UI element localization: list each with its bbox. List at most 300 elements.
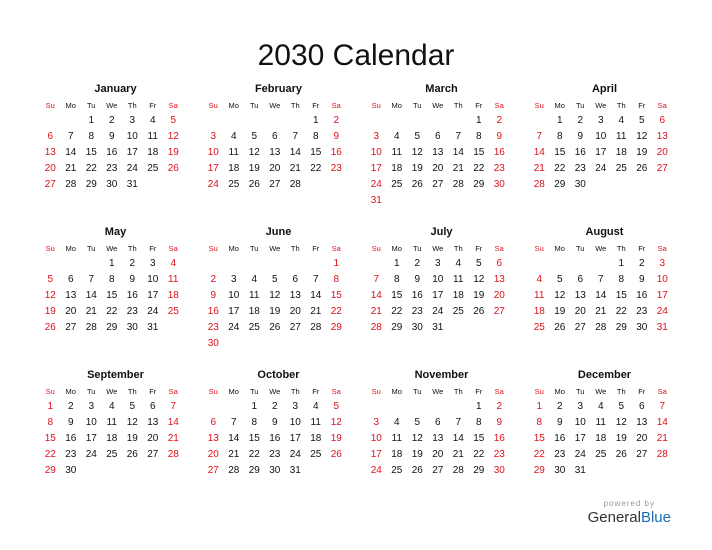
weekday-header: We [106, 387, 118, 396]
day-cell: 27 [44, 179, 56, 190]
empty-cell [529, 256, 550, 272]
day-cell: 28 [452, 179, 464, 190]
day-cell: 3 [292, 401, 299, 412]
day-cell: 16 [554, 433, 566, 444]
day-cell: 11 [534, 290, 545, 301]
day-cell: 16 [126, 290, 138, 301]
day-cell: 14 [452, 147, 464, 158]
day-cell: 24 [289, 449, 301, 460]
day-cell: 22 [554, 163, 566, 174]
day-cell: 9 [414, 274, 421, 285]
month-name: April [591, 83, 618, 95]
day-cell: 24 [574, 449, 586, 460]
day-cell: 10 [228, 290, 240, 301]
day-cell: 22 [473, 449, 485, 460]
day-cell: 5 [618, 401, 625, 412]
day-cell: 7 [230, 417, 237, 428]
day-cell: 7 [536, 131, 543, 142]
day-cell: 28 [310, 322, 322, 333]
day-cell: 13 [636, 417, 648, 428]
day-cell: 12 [473, 274, 485, 285]
day-cell: 26 [473, 306, 485, 317]
weekday-header: Sa [494, 244, 504, 253]
weekday-header: Tu [250, 101, 259, 110]
day-cell: 21 [370, 306, 382, 317]
day-cell: 15 [310, 147, 322, 158]
day-cell: 21 [85, 306, 97, 317]
weekday-header: Th [290, 101, 300, 110]
weekday-header: Su [45, 244, 55, 253]
month-name: August [585, 226, 624, 238]
weekday-header: Fr [149, 101, 157, 110]
month-january [40, 80, 183, 223]
weekday-header: Tu [413, 101, 422, 110]
day-cell: 12 [554, 290, 566, 301]
day-cell: 7 [312, 274, 319, 285]
weekday-header: Th [290, 244, 300, 253]
day-cell: 4 [618, 115, 625, 126]
day-cell: 24 [207, 179, 219, 190]
day-cell: 24 [228, 322, 240, 333]
day-cell: 12 [330, 417, 342, 428]
weekday-header: Su [45, 101, 55, 110]
day-cell: 30 [106, 179, 118, 190]
day-cell: 25 [452, 306, 464, 317]
day-cell: 18 [147, 147, 159, 158]
empty-cell [366, 399, 387, 415]
day-cell: 18 [452, 290, 464, 301]
weekday-header: Mo [65, 244, 76, 253]
day-cell: 10 [126, 131, 138, 142]
day-cell: 10 [574, 417, 586, 428]
month-may [40, 223, 183, 366]
day-cell: 4 [312, 401, 319, 412]
day-cell: 12 [126, 417, 138, 428]
day-cell: 28 [85, 322, 97, 333]
weekday-header: Sa [494, 101, 504, 110]
day-cell: 15 [615, 290, 627, 301]
day-cell: 14 [167, 417, 179, 428]
footer [588, 499, 671, 526]
day-grid [529, 242, 672, 336]
weekday-header: Su [534, 244, 544, 253]
day-cell: 24 [370, 179, 382, 190]
day-cell: 14 [310, 290, 322, 301]
day-cell: 8 [47, 417, 54, 428]
day-cell: 1 [312, 115, 319, 126]
day-cell: 30 [554, 465, 566, 476]
day-cell: 20 [289, 306, 301, 317]
day-cell: 12 [44, 290, 56, 301]
brand-logo[interactable] [588, 509, 671, 526]
weekday-header: Tu [413, 244, 422, 253]
day-cell: 2 [129, 258, 136, 269]
empty-cell [448, 113, 469, 129]
day-cell: 16 [574, 147, 586, 158]
day-cell: 28 [452, 465, 464, 476]
day-cell: 11 [249, 290, 260, 301]
day-cell: 14 [452, 433, 464, 444]
day-cell: 16 [207, 306, 219, 317]
weekday-header: Sa [657, 101, 667, 110]
day-cell: 12 [411, 147, 423, 158]
day-cell: 5 [129, 401, 136, 412]
day-cell: 19 [615, 433, 627, 444]
weekday-header: Su [208, 101, 218, 110]
day-cell: 28 [370, 322, 382, 333]
day-cell: 21 [452, 163, 464, 174]
day-cell: 5 [475, 258, 482, 269]
month-name: June [265, 226, 292, 238]
weekday-header: Mo [391, 244, 402, 253]
day-cell: 9 [271, 417, 278, 428]
day-cell: 28 [228, 465, 240, 476]
day-cell: 22 [310, 163, 322, 174]
day-cell: 18 [310, 433, 322, 444]
day-cell: 16 [636, 290, 648, 301]
day-cell: 24 [432, 306, 444, 317]
day-cell: 25 [595, 449, 607, 460]
day-cell: 8 [393, 274, 400, 285]
day-cell: 28 [289, 179, 301, 190]
day-cell: 3 [373, 417, 380, 428]
day-cell: 22 [106, 306, 118, 317]
day-cell: 14 [289, 147, 301, 158]
empty-cell [428, 113, 449, 129]
empty-cell [265, 256, 286, 272]
day-cell: 28 [65, 179, 77, 190]
day-cell: 26 [411, 465, 423, 476]
day-cell: 27 [432, 179, 444, 190]
day-cell: 2 [577, 115, 584, 126]
day-cell: 6 [577, 274, 584, 285]
day-cell: 6 [292, 274, 299, 285]
day-cell: 25 [391, 179, 403, 190]
day-cell: 25 [533, 322, 545, 333]
day-cell: 15 [533, 433, 545, 444]
day-cell: 21 [310, 306, 322, 317]
day-cell: 22 [330, 306, 342, 317]
weekday-header: Fr [638, 101, 646, 110]
day-cell: 2 [67, 401, 74, 412]
weekday-header: Su [534, 101, 544, 110]
day-cell: 23 [493, 163, 505, 174]
month-december [529, 366, 672, 509]
day-grid [203, 385, 346, 479]
day-cell: 8 [251, 417, 258, 428]
weekday-header: Mo [554, 101, 565, 110]
day-cell: 30 [207, 338, 219, 349]
day-cell: 6 [210, 417, 217, 428]
day-cell: 25 [106, 449, 118, 460]
day-cell: 5 [47, 274, 54, 285]
day-grid [40, 99, 183, 193]
day-cell: 5 [170, 115, 177, 126]
day-cell: 20 [65, 306, 77, 317]
day-cell: 8 [536, 417, 543, 428]
day-cell: 3 [88, 401, 95, 412]
day-cell: 19 [554, 306, 566, 317]
month-name: March [425, 83, 458, 95]
day-cell: 6 [638, 401, 645, 412]
day-cell: 9 [210, 290, 217, 301]
weekday-header: Fr [475, 244, 483, 253]
day-cell: 14 [533, 147, 545, 158]
day-cell: 6 [47, 131, 54, 142]
day-cell: 14 [656, 417, 668, 428]
weekday-header: Fr [149, 244, 157, 253]
empty-cell [448, 399, 469, 415]
day-cell: 31 [432, 322, 444, 333]
day-cell: 3 [129, 115, 136, 126]
weekday-header: Fr [149, 387, 157, 396]
day-cell: 23 [574, 163, 586, 174]
day-cell: 6 [434, 417, 441, 428]
day-cell: 15 [391, 290, 403, 301]
day-cell: 20 [432, 163, 444, 174]
month-july [366, 223, 509, 366]
weekday-header: Fr [475, 101, 483, 110]
day-cell: 30 [269, 465, 281, 476]
day-cell: 10 [85, 417, 97, 428]
weekday-header: Th [453, 101, 463, 110]
day-cell: 4 [108, 401, 115, 412]
empty-cell [244, 256, 265, 272]
day-cell: 30 [493, 465, 505, 476]
day-cell: 26 [44, 322, 56, 333]
day-cell: 17 [370, 449, 382, 460]
empty-cell [203, 399, 224, 415]
day-cell: 25 [248, 322, 260, 333]
day-cell: 23 [126, 306, 138, 317]
day-cell: 27 [289, 322, 301, 333]
weekday-header: Su [371, 244, 381, 253]
day-cell: 4 [455, 258, 462, 269]
day-cell: 8 [333, 274, 340, 285]
empty-cell [306, 256, 327, 272]
weekday-header: Mo [391, 101, 402, 110]
day-cell: 11 [106, 417, 117, 428]
day-cell: 1 [88, 115, 95, 126]
day-grid [40, 242, 183, 336]
day-cell: 30 [65, 465, 77, 476]
day-cell: 11 [168, 274, 179, 285]
day-cell: 29 [391, 322, 403, 333]
day-cell: 19 [636, 147, 648, 158]
day-cell: 3 [373, 131, 380, 142]
weekday-header: Mo [228, 101, 239, 110]
weekday-header: Sa [331, 244, 341, 253]
day-cell: 12 [269, 290, 281, 301]
day-cell: 13 [147, 417, 159, 428]
day-grid [203, 242, 346, 352]
day-cell: 9 [108, 131, 115, 142]
day-cell: 14 [85, 290, 97, 301]
day-grid [529, 99, 672, 193]
weekday-header: We [432, 101, 444, 110]
day-cell: 14 [370, 290, 382, 301]
day-cell: 27 [65, 322, 77, 333]
day-cell: 2 [108, 115, 115, 126]
day-cell: 7 [597, 274, 604, 285]
day-cell: 27 [147, 449, 159, 460]
day-cell: 1 [393, 258, 400, 269]
day-cell: 19 [167, 147, 179, 158]
day-cell: 11 [453, 274, 464, 285]
day-cell: 17 [432, 290, 444, 301]
day-cell: 20 [636, 433, 648, 444]
day-cell: 19 [473, 290, 485, 301]
weekday-header: We [106, 101, 118, 110]
empty-cell [40, 256, 61, 272]
weekday-header: We [269, 101, 281, 110]
day-grid [366, 385, 509, 479]
day-cell: 18 [106, 433, 118, 444]
day-cell: 11 [310, 417, 321, 428]
day-cell: 14 [65, 147, 77, 158]
weekday-header: Tu [576, 244, 585, 253]
day-cell: 25 [391, 465, 403, 476]
day-cell: 31 [289, 465, 301, 476]
day-cell: 19 [269, 306, 281, 317]
day-cell: 15 [473, 433, 485, 444]
day-cell: 19 [330, 433, 342, 444]
month-name: December [577, 369, 632, 381]
day-cell: 26 [248, 179, 260, 190]
day-cell: 25 [228, 179, 240, 190]
weekday-header: Th [127, 101, 137, 110]
empty-cell [550, 256, 571, 272]
day-cell: 22 [533, 449, 545, 460]
day-cell: 16 [65, 433, 77, 444]
day-cell: 24 [370, 465, 382, 476]
empty-cell [570, 256, 591, 272]
day-cell: 17 [574, 433, 586, 444]
day-cell: 17 [147, 290, 159, 301]
day-cell: 21 [289, 163, 301, 174]
day-cell: 13 [432, 147, 444, 158]
calendar-title: 2030 Calendar [257, 39, 455, 72]
empty-cell [203, 256, 224, 272]
day-cell: 9 [333, 131, 340, 142]
day-cell: 8 [475, 417, 482, 428]
day-cell: 24 [85, 449, 97, 460]
day-cell: 30 [636, 322, 648, 333]
month-name: September [87, 369, 144, 381]
empty-cell [387, 113, 408, 129]
day-cell: 16 [411, 290, 423, 301]
day-cell: 23 [411, 306, 423, 317]
day-cell: 9 [496, 417, 503, 428]
day-cell: 14 [595, 290, 607, 301]
day-cell: 9 [556, 417, 563, 428]
weekday-header: Mo [554, 387, 565, 396]
weekday-header: We [595, 101, 607, 110]
day-cell: 2 [210, 274, 217, 285]
day-cell: 15 [44, 433, 56, 444]
empty-cell [285, 113, 306, 129]
day-cell: 9 [496, 131, 503, 142]
day-cell: 4 [536, 274, 543, 285]
day-cell: 24 [126, 163, 138, 174]
weekday-header: Fr [475, 387, 483, 396]
day-cell: 17 [207, 163, 219, 174]
day-cell: 2 [414, 258, 421, 269]
day-cell: 8 [556, 131, 563, 142]
day-cell: 19 [44, 306, 56, 317]
day-cell: 26 [411, 179, 423, 190]
day-cell: 17 [126, 147, 138, 158]
weekday-header: Mo [228, 387, 239, 396]
day-cell: 7 [455, 131, 462, 142]
weekday-header: Sa [168, 387, 178, 396]
empty-cell [366, 256, 387, 272]
weekday-header: Tu [576, 387, 585, 396]
day-cell: 9 [577, 131, 584, 142]
day-cell: 11 [616, 131, 627, 142]
weekday-header: Fr [638, 387, 646, 396]
day-cell: 21 [533, 163, 545, 174]
month-name: May [104, 226, 127, 238]
day-cell: 26 [554, 322, 566, 333]
day-cell: 1 [618, 258, 625, 269]
day-cell: 16 [493, 433, 505, 444]
month-name: January [94, 83, 137, 95]
day-cell: 8 [618, 274, 625, 285]
day-cell: 11 [147, 131, 158, 142]
brand-blue: Blue [640, 509, 671, 526]
day-cell: 24 [656, 306, 668, 317]
day-cell: 12 [636, 131, 648, 142]
day-cell: 4 [149, 115, 156, 126]
day-cell: 15 [330, 290, 342, 301]
day-cell: 15 [473, 147, 485, 158]
weekday-header: Th [290, 387, 300, 396]
day-cell: 2 [556, 401, 563, 412]
day-cell: 6 [67, 274, 74, 285]
day-cell: 5 [333, 401, 340, 412]
day-cell: 8 [108, 274, 115, 285]
day-cell: 1 [47, 401, 54, 412]
day-cell: 29 [85, 179, 97, 190]
day-cell: 10 [595, 131, 607, 142]
day-cell: 30 [574, 179, 586, 190]
month-name: July [430, 226, 453, 238]
day-cell: 22 [248, 449, 260, 460]
day-cell: 29 [533, 465, 545, 476]
day-cell: 18 [167, 290, 179, 301]
day-cell: 31 [574, 465, 586, 476]
day-cell: 10 [207, 147, 219, 158]
day-cell: 21 [452, 449, 464, 460]
day-cell: 2 [333, 115, 340, 126]
day-cell: 8 [312, 131, 319, 142]
day-cell: 5 [414, 131, 421, 142]
empty-cell [591, 256, 612, 272]
day-cell: 18 [595, 433, 607, 444]
day-cell: 6 [659, 115, 666, 126]
day-cell: 7 [373, 274, 380, 285]
weekday-header: Sa [168, 101, 178, 110]
day-cell: 10 [289, 417, 301, 428]
weekday-header: Sa [657, 244, 667, 253]
day-cell: 12 [615, 417, 627, 428]
day-cell: 24 [595, 163, 607, 174]
day-cell: 27 [574, 322, 586, 333]
day-cell: 3 [230, 274, 237, 285]
day-cell: 23 [330, 163, 342, 174]
empty-cell [61, 113, 82, 129]
